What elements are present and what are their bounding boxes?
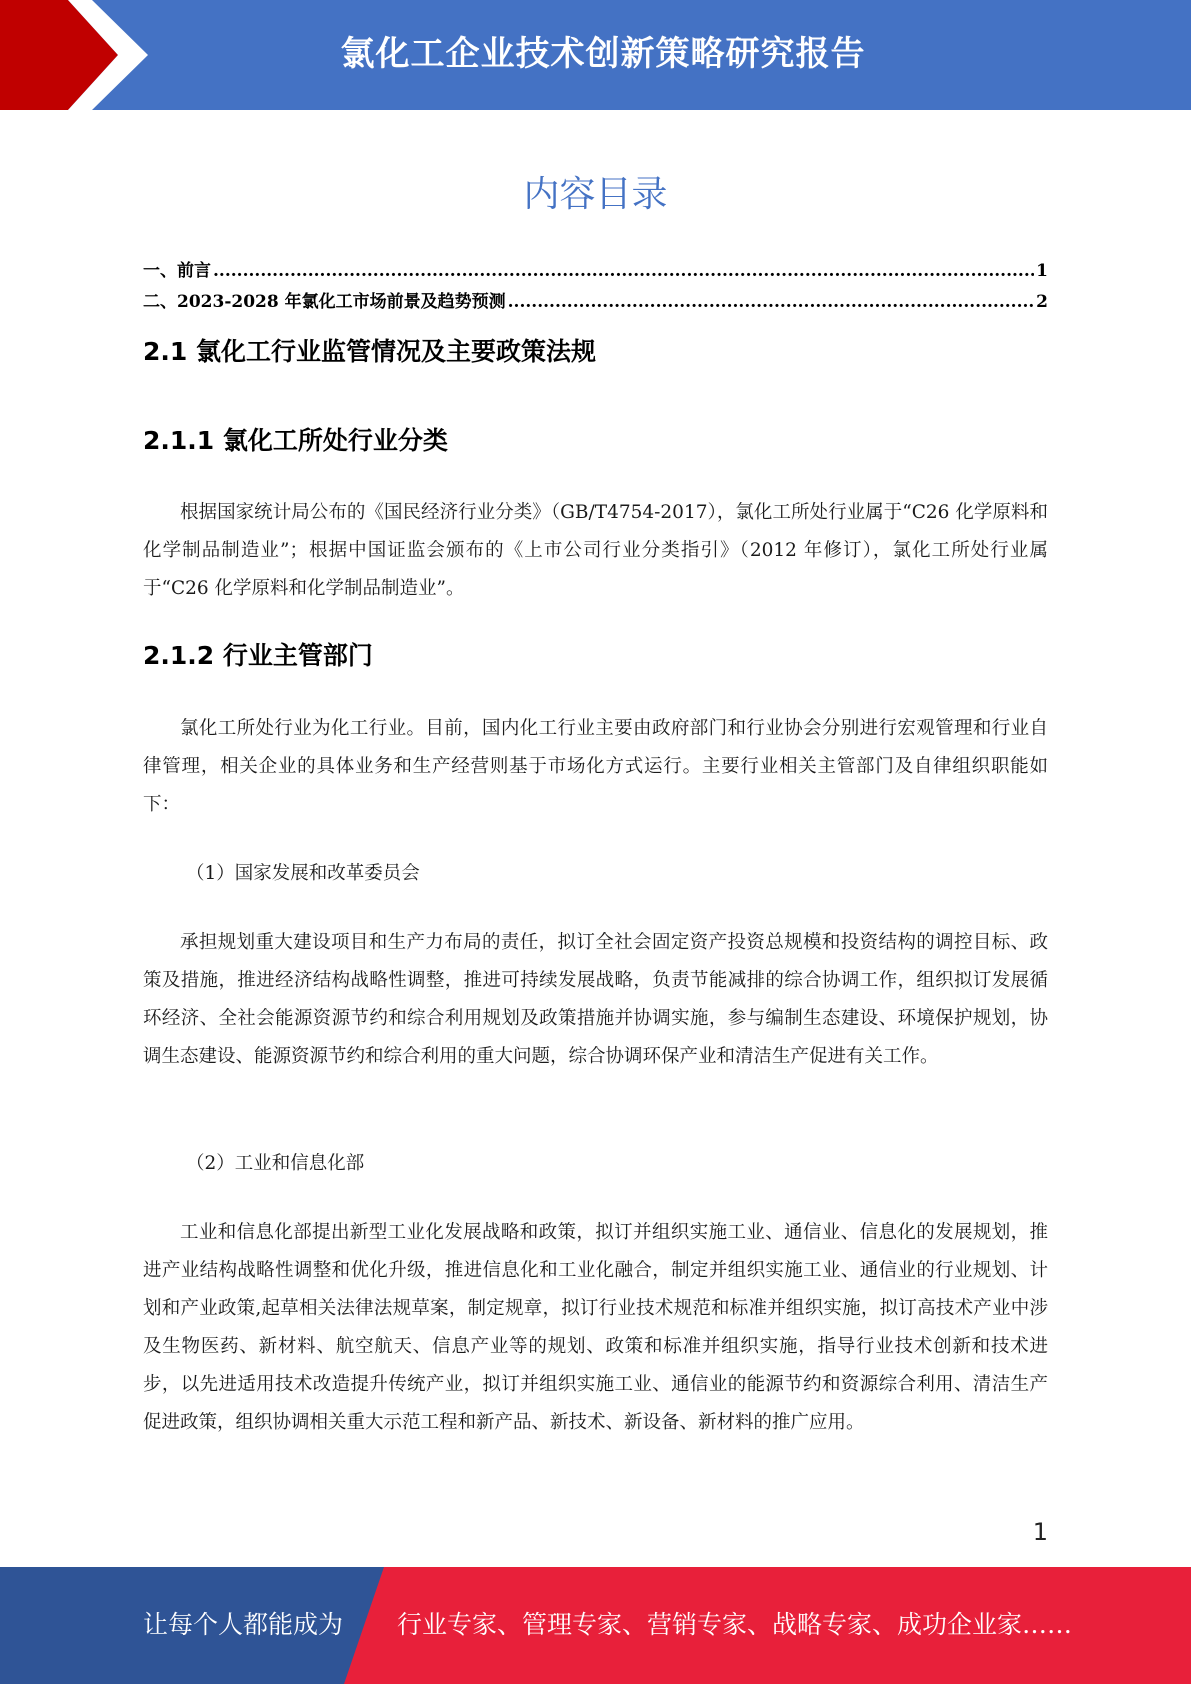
- toc-entry-preface[interactable]: [143, 256, 1048, 287]
- item-title-ndrc: （1）国家发展和改革委员会: [186, 863, 420, 884]
- page-number: 1: [1032, 1518, 1048, 1546]
- toc-entry-market-outlook[interactable]: [143, 287, 1048, 318]
- toc-entry-page: 2: [1036, 292, 1048, 312]
- toc-entry-page: 1: [1036, 261, 1048, 281]
- footer-slogan-right: 行业专家、管理专家、营销专家、战略专家、成功企业家……: [397, 1610, 1073, 1639]
- footer-banner: [0, 1567, 1191, 1684]
- paragraph-miit: 工业和信息化部提出新型工业化发展战略和政策，拟订并组织实施工业、通信业、信息化的发展规划，推进产业结构战略性调整和优化升级，推进信息化和工业化融合，制定并组织实施工业、通信业的行业规划、计划和产业政策,起草相关法律法规草案，制定规章，拟订行业技术规范和标准并组织实施，拟订高技术产业中涉及生物医药、新材料、航空航天、信息产业等的规划、政策和标准并组织实施，指导行业技术创新和技术进步，以先进适用技术改造提升传统产业，拟订并组织实施工业、通信业的能源节约和资源综合利用、清洁生产促进政策，组织协调相关重大示范工程和新产品、新技术、新设备、新材料的推广应用。: [143, 1222, 1048, 1433]
- header-banner: [0, 0, 1191, 110]
- toc-leader-dots: [508, 287, 1035, 318]
- footer-slogan-left: 让每个人都能成为: [143, 1610, 344, 1639]
- paragraph-ndrc: 承担规划重大建设项目和生产力布局的责任，拟订全社会固定资产投资总规模和投资结构的调控目标、政策及措施，推进经济结构战略性调整，推进可持续发展战略，负责节能减排的综合协调工作，组织拟订发展循环经济、全社会能源资源节约和综合利用规划及政策措施并协调实施，参与编制生态建设、环境保护规划，协调生态建设、能源资源节约和综合利用的重大问题，综合协调环保产业和清洁生产促进有关工作。: [143, 932, 1048, 1067]
- section-heading-2-1-2: 2.1.2 行业主管部门: [143, 641, 373, 670]
- section-heading-2-1: 2.1 氯化工行业监管情况及主要政策法规: [143, 337, 596, 366]
- item-title-miit: （2）工业和信息化部: [186, 1153, 365, 1174]
- paragraph-regulators-intro: 氯化工所处行业为化工行业。目前，国内化工行业主要由政府部门和行业协会分别进行宏观管理和行业自律管理，相关企业的具体业务和生产经营则基于市场化方式运行。主要行业相关主管部门及自律组织职能如下：: [143, 718, 1048, 815]
- table-of-contents: [143, 256, 1048, 318]
- toc-leader-dots: [213, 256, 1034, 287]
- toc-entry-label: 二、2023-2028 年氯化工市场前景及趋势预测: [143, 292, 506, 312]
- toc-entry-label: 一、前言: [143, 261, 211, 281]
- report-title: 氯化工企业技术创新策略研究报告: [340, 34, 866, 74]
- section-heading-2-1-1: 2.1.1 氯化工所处行业分类: [143, 426, 448, 455]
- toc-heading: 内容目录: [523, 174, 668, 215]
- paragraph-industry-classification: 根据国家统计局公布的《国民经济行业分类》（GB/T4754-2017），氯化工所处行业属于“C26 化学原料和化学制品制造业”；根据中国证监会颁布的《上市公司行业分类指引》（2012 年修订），氯化工所处行业属于“C26 化学原料和化学制品制造业”。: [143, 502, 1048, 599]
